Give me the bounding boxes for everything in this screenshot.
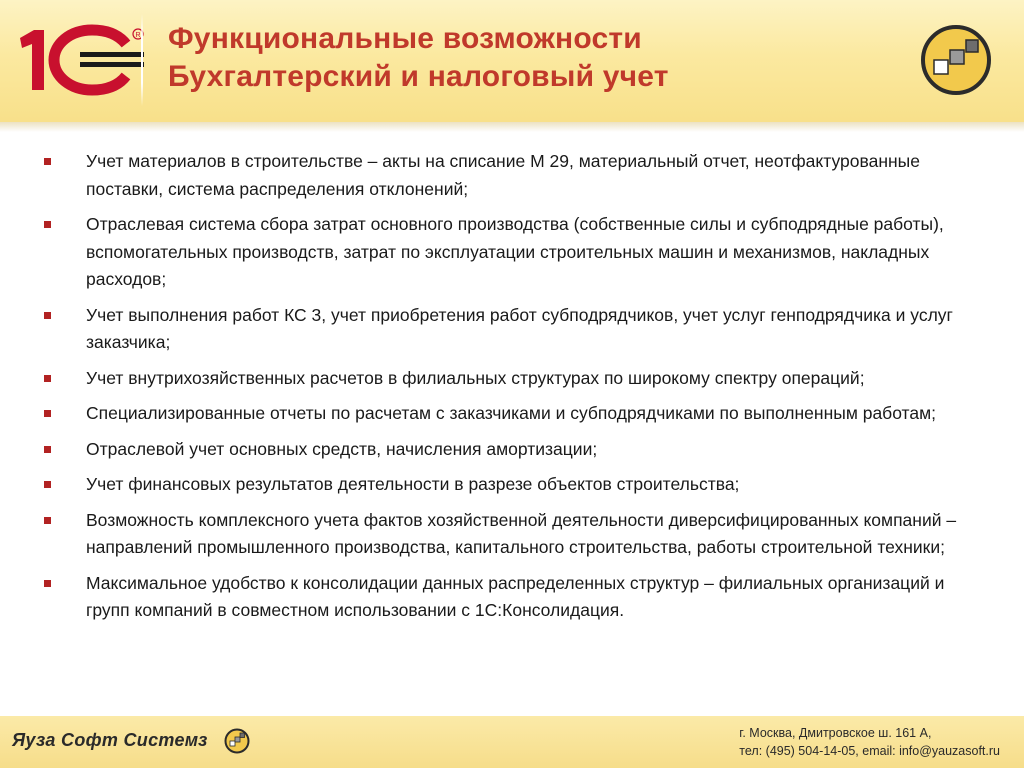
bullet-square-icon bbox=[44, 410, 51, 417]
content-area bbox=[44, 148, 974, 633]
footer-band bbox=[0, 716, 1024, 768]
blocks-badge-icon bbox=[920, 24, 992, 96]
list-item-text: Учет выполнения работ КС 3, учет приобретения работ субподрядчиков, учет услуг генподрядчика и услуг заказчика; bbox=[86, 304, 953, 352]
bullet-square-icon bbox=[44, 221, 51, 228]
list-item-text: Специализированные отчеты по расчетам с заказчиками и субподрядчиками по выполненным работам; bbox=[86, 403, 936, 423]
list-item bbox=[44, 400, 974, 428]
bullet-list bbox=[44, 148, 974, 625]
company-logo-text: Яуза Софт Системз bbox=[12, 730, 208, 750]
header-shadow bbox=[0, 122, 1024, 132]
page-title bbox=[168, 20, 669, 96]
bullet-square-icon bbox=[44, 481, 51, 488]
list-item bbox=[44, 507, 974, 562]
footer-contact bbox=[739, 724, 1000, 760]
header-band bbox=[0, 0, 1024, 122]
list-item-text: Учет внутрихозяйственных расчетов в филиальных структурах по широкому спектру операций; bbox=[86, 367, 865, 388]
list-item bbox=[44, 471, 974, 499]
bullet-square-icon bbox=[44, 446, 51, 453]
list-item-text: Максимальное удобство к консолидации данных распределенных структур – филиальных организаций и групп компаний в совместном использовании с 1С:Консолидация. bbox=[86, 572, 945, 620]
header-divider bbox=[141, 14, 143, 106]
list-item-text: Отраслевой учет основных средств, начисления амортизации; bbox=[86, 438, 598, 459]
bullet-square-icon bbox=[44, 517, 51, 524]
1c-logo-icon bbox=[14, 24, 146, 96]
list-item bbox=[44, 570, 974, 625]
bullet-square-icon bbox=[44, 158, 51, 165]
list-item bbox=[44, 148, 974, 203]
svg-text:R: R bbox=[135, 32, 141, 39]
list-item-text: Учет финансовых результатов деятельности в разрезе объектов строительства; bbox=[86, 474, 740, 494]
company-logo-icon bbox=[224, 728, 250, 754]
list-item bbox=[44, 302, 974, 357]
footer-phone-email: тел: (495) 504-14-05, email: info@yauzasoft.ru bbox=[739, 744, 1000, 758]
title-line-1: Функциональные возможности bbox=[168, 22, 642, 55]
title-line-2: Бухгалтерский и налоговый учет bbox=[168, 60, 669, 93]
bullet-square-icon bbox=[44, 580, 51, 587]
bullet-square-icon bbox=[44, 312, 51, 319]
list-item-text: Отраслевая система сбора затрат основного производства (собственные силы и субподрядные работы), вспомогательных производств, затрат по эксплуатации строительных машин и механизмов, накладных расходов; bbox=[86, 214, 944, 289]
list-item bbox=[44, 436, 974, 464]
list-item-text: Учет материалов в строительстве – акты на списание М 29, материальный отчет, неотфактурованные поставки, система распределения отклонений; bbox=[86, 151, 920, 199]
bullet-square-icon bbox=[44, 375, 51, 382]
list-item-text: Возможность комплексного учета фактов хозяйственной деятельности диверсифицированных компаний – направлений промышленного производства, капитального строительства, работы строительной техники; bbox=[86, 509, 957, 557]
footer-address: г. Москва, Дмитровское ш. 161 А, bbox=[739, 726, 932, 740]
list-item bbox=[44, 211, 974, 294]
list-item bbox=[44, 365, 974, 393]
